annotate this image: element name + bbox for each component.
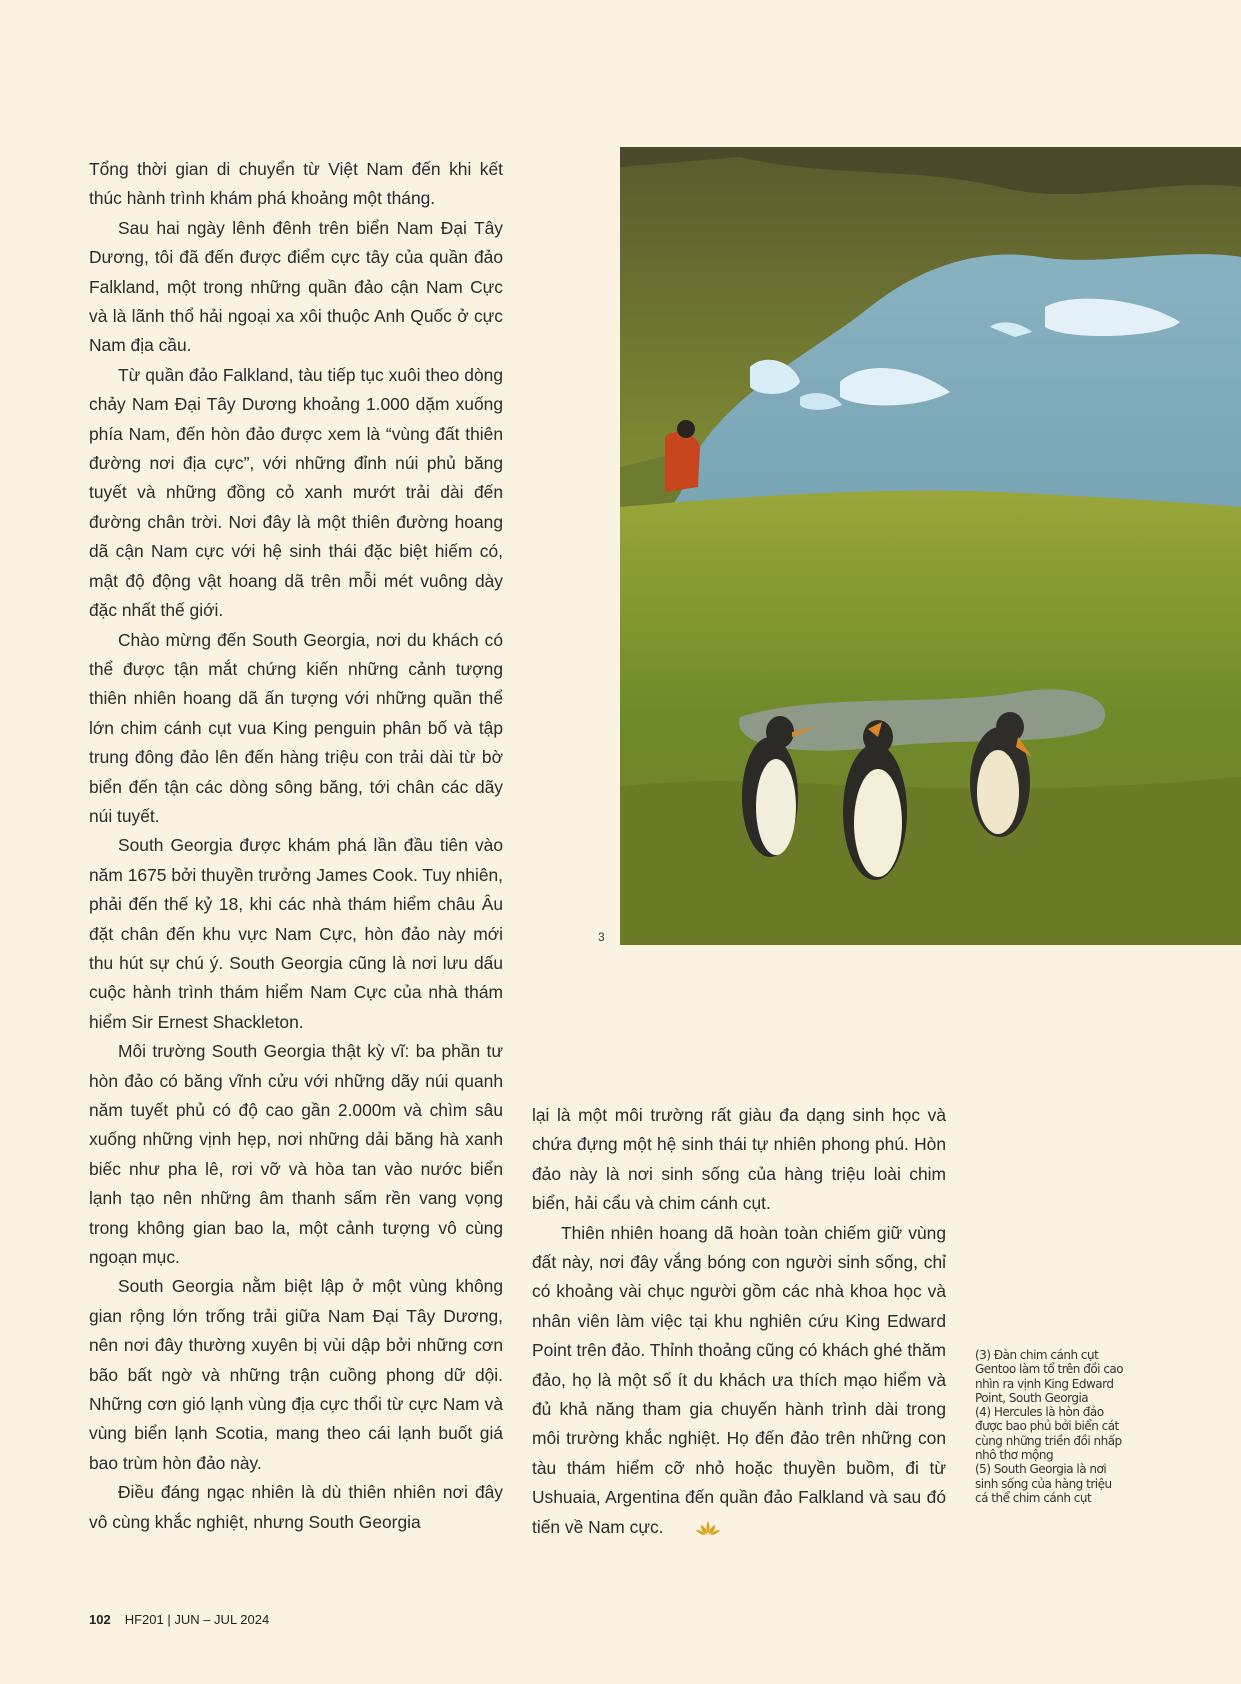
paragraph: Chào mừng đến South Georgia, nơi du khách có thể được tận mắt chứng kiến những cảnh tượng thiên nhiên hoang dã ấn tượng với những quần thể lớn chim cánh cụt vua King penguin phân bố và tập trung đông đảo lên đến hàng triệu con trải dài từ bờ biển đến tận các dòng sông băng, tới chân các dãy núi tuyết.	[89, 629, 503, 826]
paragraph: Từ quần đảo Falkland, tàu tiếp tục xuôi theo dòng chảy Nam Đại Tây Dương khoảng 1.000 dặm xuống phía Nam, đến hòn đảo được xem là “vùng đất thiên đường nơi địa cực”, với những đỉnh núi phủ băng tuyết và những đồng cỏ xanh mướt trải dài đến đường chân trời. Nơi đây là một thiên đường hoang dã cận Nam cực với hệ sinh thái đặc biệt hiếm có, mật độ động vật hoang dã trên mỗi mét vuông dày đặc nhất thế giới.	[89, 364, 503, 621]
paragraph: lại là một môi trường rất giàu đa dạng sinh học và chứa đựng một hệ sinh thái tự nhiên phong phú. Hòn đảo này là nơi sinh sống của hàng triệu loài chim biển, hải cẩu và chim cánh cụt.	[532, 1105, 946, 1214]
paragraph: South Georgia được khám phá lần đầu tiên vào năm 1675 bởi thuyền trưởng James Cook. Tuy nhiên, phải đến thế kỷ 18, khi các nhà thám hiểm châu Âu đặt chân đến khu vực Nam Cực, hòn đảo này mới thu hút sự chú ý. South Georgia cũng là nơi lưu dấu cuộc hành trình thám hiểm Nam Cực của nhà thám hiểm Sir Ernest Shackleton.	[89, 835, 503, 1032]
page-number: 102	[89, 1612, 111, 1627]
paragraph-text: Thiên nhiên hoang dã hoàn toàn chiếm giữ vùng đất này, nơi đây vắng bóng con người sinh sống, chỉ có khoảng vài chục người gồm các nhà khoa học và nhân viên làm việc tại khu nghiên cứu King Edward Point trên đảo. Thỉnh thoảng cũng có khách ghé thăm đảo, họ là một số ít du khách ưa thích mạo hiểm và đủ khả năng tham gia chuyến hành trình dài trong môi trường khắc nghiệt. Họ đến đảo trên những con tàu thám hiểm cỡ nhỏ hoặc thuyền buồm, đi từ Ushuaia, Argentina đến quần đảo Falkland và sau đó tiến về Nam cực.	[532, 1222, 946, 1537]
lotus-icon	[667, 1516, 720, 1545]
caption: (3) Đàn chim cánh cụt Gentoo làm tổ trên đồi cao nhìn ra vịnh King Edward Point, South Georgia	[975, 1348, 1124, 1405]
penguin-photo	[620, 147, 1241, 945]
paragraph: South Georgia nằm biệt lập ở một vùng không gian rộng lớn trống trải giữa Nam Đại Tây Dương, nên nơi đây thường xuyên bị vùi dập bởi những cơn bão bất ngờ và những trận cuồng phong dữ dội. Những cơn gió lạnh vùng địa cực thổi từ cực Nam và vùng biển lạnh Scotia, mang theo cái lạnh buốt giá bao trùm hòn đảo này.	[89, 1276, 503, 1473]
paragraph: Điều đáng ngạc nhiên là dù thiên nhiên nơi đây vô cùng khắc nghiệt, nhưng South Georgia	[89, 1482, 503, 1532]
caption: (4) Hercules là hòn đảo được bao phủ bởi biển cát cùng những triền đồi nhấp nhô thơ mộng	[975, 1405, 1122, 1463]
photo-captions	[975, 1348, 1125, 1505]
paragraph: Sau hai ngày lênh đênh trên biển Nam Đại Tây Dương, tôi đã đến được điểm cực tây của quần đảo Falkland, một trong những quần đảo cận Nam Cực và là lãnh thổ hải ngoại xa xôi thuộc Anh Quốc ở cực Nam địa cầu.	[89, 217, 503, 356]
article-middle-column	[532, 1101, 946, 1545]
article-left-column	[89, 155, 503, 1537]
issue-label: HF201 | JUN – JUL 2024	[124, 1612, 270, 1627]
page-footer	[89, 1612, 269, 1627]
caption: (5) South Georgia là nơi sinh sống của hàng triệu cá thể chim cánh cụt	[975, 1462, 1112, 1505]
paragraph: Môi trường South Georgia thật kỳ vĩ: ba phần tư hòn đảo có băng vĩnh cửu với những dãy núi quanh năm tuyết phủ có độ cao gần 2.000m và chìm sâu xuống những vịnh hẹp, nơi những dải băng hà xanh biếc như pha lê, rơi vỡ và hòa tan vào nước biển lạnh tạo nên những âm thanh sấm rền vang vọng trong không gian bao la, một cảnh tượng vô cùng ngoạn mục.	[89, 1041, 503, 1268]
photo-number: 3	[598, 930, 605, 944]
paragraph: Tổng thời gian di chuyển từ Việt Nam đến khi kết thúc hành trình khám phá khoảng một tháng.	[89, 159, 503, 209]
paragraph	[532, 1219, 946, 1545]
